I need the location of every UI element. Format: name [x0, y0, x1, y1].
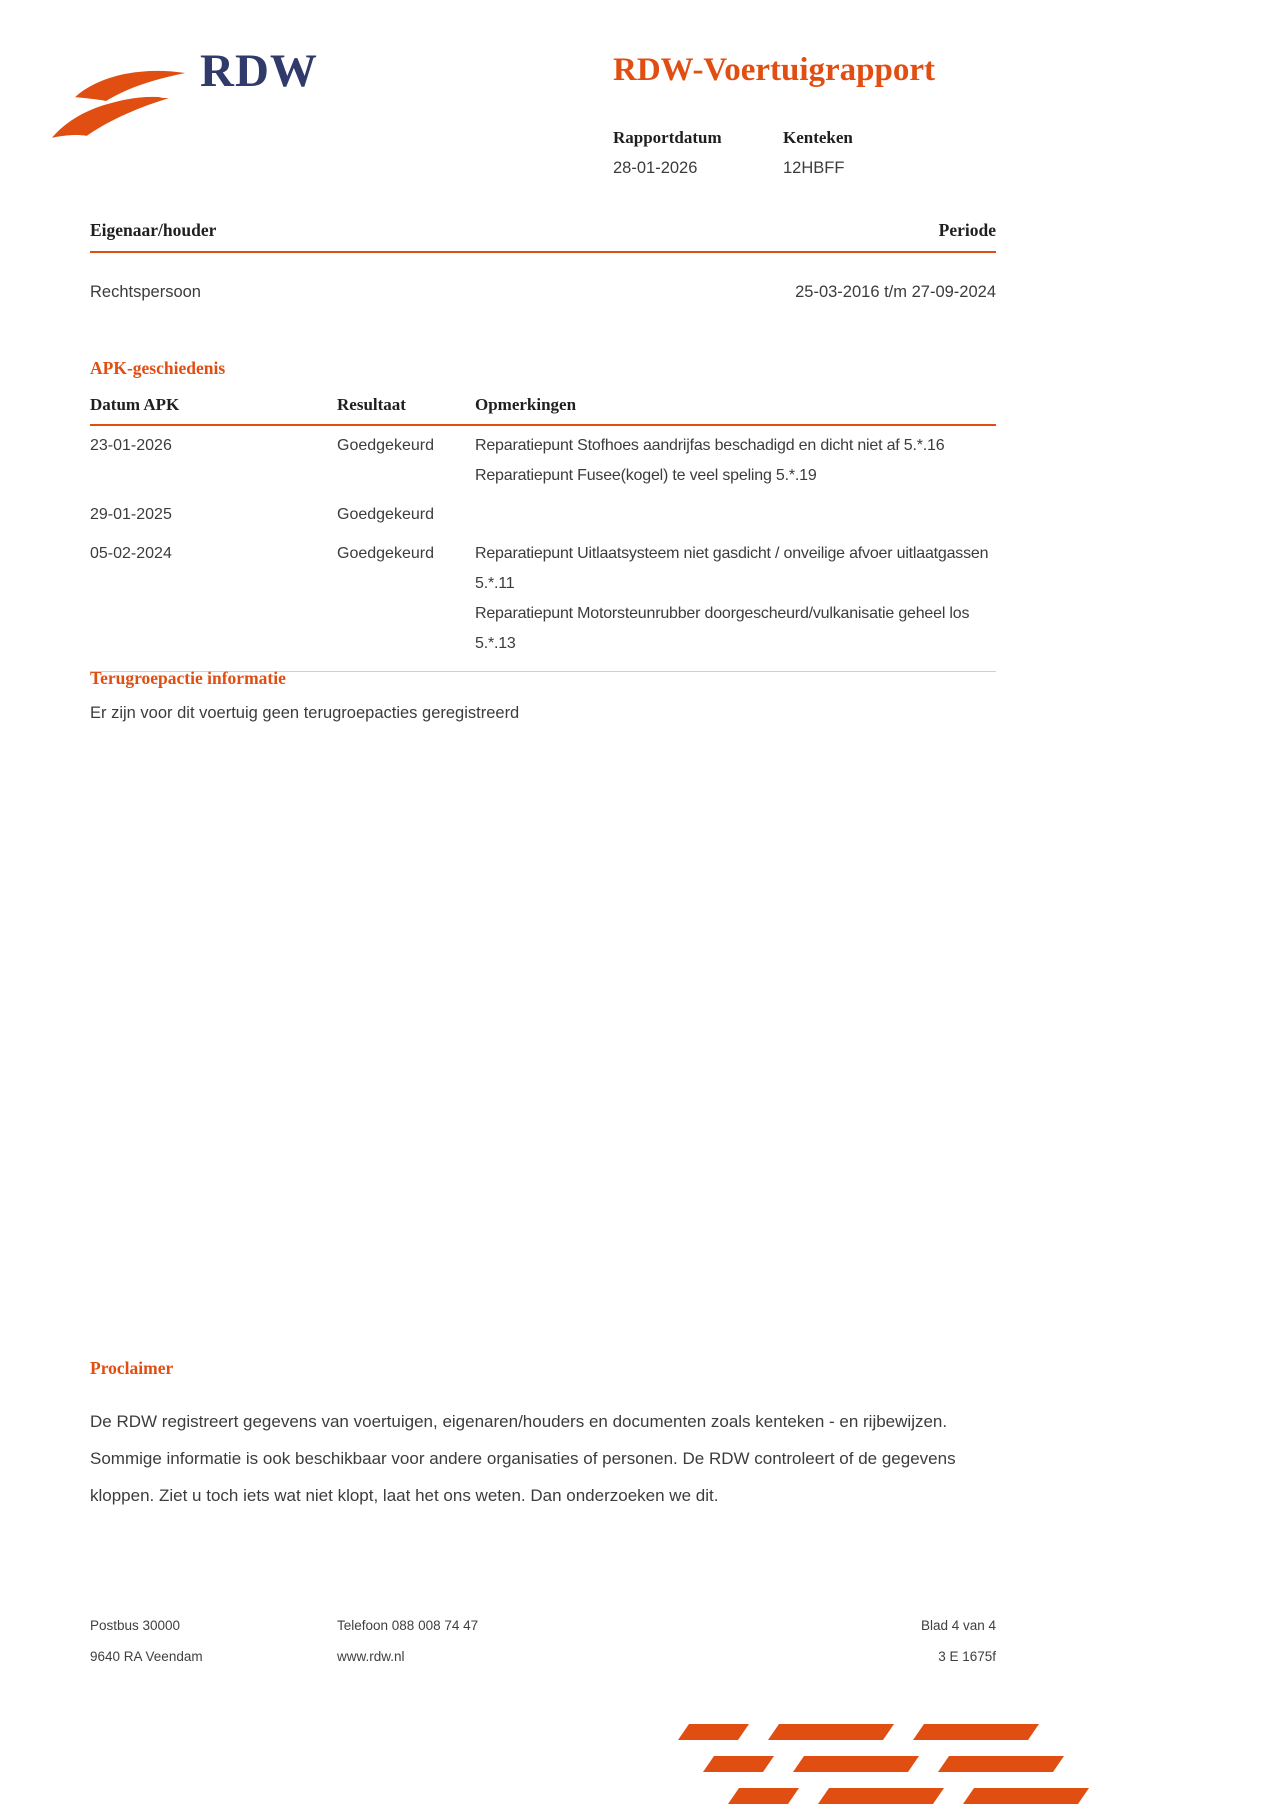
apk-result: Goedgekeurd — [337, 545, 434, 562]
footer-form-code: 3 E 1675f — [938, 1649, 996, 1664]
license-plate-block — [783, 128, 853, 178]
apk-date: 23-01-2026 — [90, 437, 172, 454]
proclaimer-title: Proclaimer — [90, 1358, 174, 1378]
table-row — [90, 495, 996, 534]
footer-website-link[interactable]: www.rdw.nl — [337, 1649, 405, 1664]
owner-type-value: Rechtspersoon — [90, 283, 201, 301]
column-header-result: Resultaat — [337, 395, 406, 414]
report-date-block — [613, 128, 783, 178]
apk-remarks — [475, 539, 996, 659]
column-header-date: Datum APK — [90, 395, 180, 414]
apk-date: 29-01-2025 — [90, 506, 172, 523]
owner-values-row — [90, 283, 996, 302]
report-date-label: Rapportdatum — [613, 128, 722, 147]
apk-date: 05-02-2024 — [90, 545, 172, 562]
period-label: Periode — [938, 220, 996, 240]
apk-section-title: APK-geschiedenis — [90, 358, 226, 378]
apk-result: Goedgekeurd — [337, 506, 434, 523]
report-date-value: 28-01-2026 — [613, 159, 698, 177]
report-meta — [613, 128, 853, 178]
owner-section-title: Eigenaar/houder — [90, 220, 217, 240]
apk-table-header — [90, 395, 996, 426]
rdw-logo-icon — [48, 58, 193, 146]
rdw-stripes-graphic — [658, 1724, 1118, 1808]
apk-remark-line: Reparatiepunt Fusee(kogel) te veel speling 5.*.19 — [475, 467, 817, 484]
apk-remarks — [475, 431, 996, 491]
rdw-logo-text: RDW — [200, 45, 318, 97]
license-plate-value: 12HBFF — [783, 159, 845, 177]
apk-remark-line: Reparatiepunt Motorsteunrubber doorgescheurd/vulkanisatie geheel los 5.*.13 — [475, 605, 970, 652]
apk-table-body — [90, 426, 996, 663]
apk-remark-line: Reparatiepunt Uitlaatsysteem niet gasdicht / onveilige afvoer uitlaatgassen 5.*.11 — [475, 545, 989, 592]
period-value: 25-03-2016 t/m 27-09-2024 — [795, 283, 996, 301]
apk-result: Goedgekeurd — [337, 437, 434, 454]
footer-address-line1: Postbus 30000 — [90, 1618, 181, 1633]
footer-page-number: Blad 4 van 4 — [920, 1618, 996, 1633]
proclaimer-text: De RDW registreert gegevens van voertuigen, eigenaren/houders en documenten zoals kenteken - en rijbewijzen. Sommige informatie is ook beschikbaar voor andere organisaties of personen. De RDW controleert of de gegevens kloppen. Ziet u toch iets wat niet klopt, laat het ons weten. Dan onderzoeken we dit. — [90, 1412, 956, 1505]
table-row — [90, 534, 996, 663]
apk-history-section — [90, 358, 996, 672]
apk-remarks — [475, 500, 996, 530]
recall-section — [90, 668, 996, 723]
page-title: RDW-Voertuigrapport — [613, 52, 936, 88]
owner-section — [90, 220, 996, 302]
license-plate-label: Kenteken — [783, 128, 853, 147]
column-header-remarks: Opmerkingen — [475, 395, 577, 414]
page-footer — [90, 1618, 996, 1664]
footer-phone: Telefoon 088 008 74 47 — [337, 1618, 479, 1633]
owner-section-header — [90, 220, 996, 253]
table-row — [90, 426, 996, 495]
recall-section-title: Terugroepactie informatie — [90, 668, 286, 688]
apk-remark-line: Reparatiepunt Stofhoes aandrijfas beschadigd en dicht niet af 5.*.16 — [475, 437, 945, 454]
footer-address-line2: 9640 RA Veendam — [90, 1649, 203, 1664]
recall-text: Er zijn voor dit voertuig geen terugroepacties geregistreerd — [90, 704, 520, 722]
proclaimer-section — [90, 1358, 996, 1514]
